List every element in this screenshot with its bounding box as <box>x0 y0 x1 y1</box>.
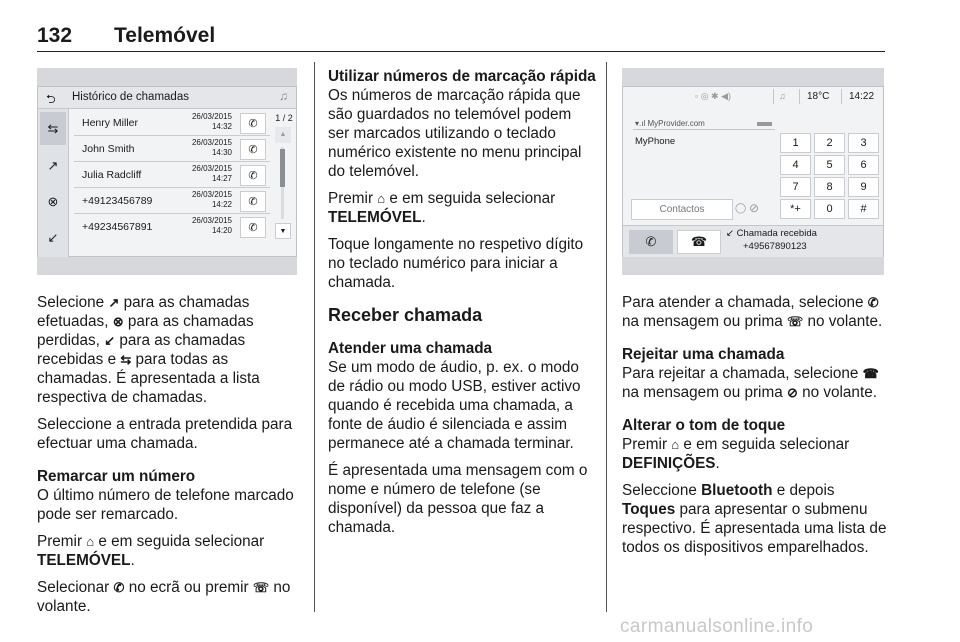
mute-icon[interactable]: ⊘ <box>749 201 760 215</box>
contact-name: +49234567891 <box>82 221 153 233</box>
redial-paragraph: O último número de telefone marcado pode ser remarcado. <box>37 487 294 523</box>
call-button[interactable]: ✆ <box>240 113 266 134</box>
contact-name: Julia Radcliff <box>82 169 142 181</box>
call-history-row[interactable] <box>74 111 270 136</box>
reject-heading: Rejeitar uma chamada <box>622 346 785 363</box>
watermark: carmanualsonline.info <box>620 616 814 637</box>
incoming-calls-icon[interactable]: ↙ <box>47 230 59 245</box>
call-datetime: 26/03/2015 14:20 <box>191 216 232 235</box>
call-history-row[interactable] <box>74 189 270 214</box>
call-history-row[interactable] <box>74 137 270 162</box>
scrollbar[interactable] <box>274 113 292 253</box>
music-icon[interactable]: ♫ <box>779 91 786 101</box>
contact-name: +49123456789 <box>82 195 153 207</box>
keypad-key[interactable]: 3 <box>848 133 879 153</box>
page-title: Telemóvel <box>114 24 216 47</box>
battery-icon <box>757 122 772 126</box>
back-icon[interactable]: ⮌ <box>46 92 56 106</box>
page-indicator: 1 / 2 <box>275 113 293 123</box>
speed-dial-steps-paragraph: Premir ⌂ e em seguida selecionar TELEMÓVEL. <box>328 190 556 226</box>
keypad-key[interactable]: 5 <box>814 155 845 175</box>
answer-call-heading: Atender uma chamada <box>328 340 493 357</box>
status-separator <box>799 89 800 104</box>
temperature: 18°C <box>807 91 830 102</box>
call-datetime: 26/03/2015 14:27 <box>191 164 232 183</box>
call-button[interactable]: ✆ <box>240 139 266 160</box>
call-datetime: 26/03/2015 14:30 <box>191 138 232 157</box>
outgoing-calls-icon[interactable]: ↗ <box>47 158 59 173</box>
keypad-key[interactable]: 7 <box>780 177 811 197</box>
home-icon: ⌂ <box>377 191 386 206</box>
call-datetime: 26/03/2015 14:22 <box>191 190 232 209</box>
incoming-call-number: +49567890123 <box>743 241 807 252</box>
call-button[interactable]: ✆ <box>240 165 266 186</box>
contact-name: Henry Miller <box>82 117 139 129</box>
status-icons: ▫ ◎ ✱ ◀) <box>695 91 732 101</box>
contacts-button[interactable]: Contactos <box>631 199 733 220</box>
column-divider-1 <box>314 62 315 612</box>
redial-heading: Remarcar um número <box>37 468 196 485</box>
outgoing-call-icon: ↗ <box>108 295 120 310</box>
scroll-thumb[interactable] <box>280 149 285 187</box>
divider <box>633 129 775 130</box>
call-history-title: Histórico de chamadas <box>72 91 189 103</box>
all-calls-icon[interactable]: ⇆ <box>40 112 66 145</box>
call-history-screenshot <box>37 68 297 275</box>
keypad-key[interactable]: 8 <box>814 177 845 197</box>
steering-phone-icon: ☏ <box>252 580 270 595</box>
speed-dial-heading: Utilizar números de marcação rápida <box>328 68 596 85</box>
keypad-key[interactable]: *+ <box>780 199 811 219</box>
steering-mute-icon: ⊘ <box>786 385 798 400</box>
call-history-row[interactable] <box>74 163 270 188</box>
missed-calls-icon[interactable]: ⊗ <box>47 194 59 209</box>
status-bar <box>623 87 883 107</box>
keypad-key[interactable]: 4 <box>780 155 811 175</box>
keypad-key[interactable]: 2 <box>814 133 845 153</box>
phone-icon: ✆ <box>867 295 879 310</box>
provider-name: ▾.ıl MyProvider.com <box>635 119 705 128</box>
call-filter-sidebar <box>38 109 69 257</box>
incoming-call-icon: ↙ <box>104 333 116 348</box>
phone-name: MyPhone <box>635 136 676 147</box>
caller-message-paragraph: É apresentada uma mensagem com o nome e número de telefone (se disponível) da pessoa que faz a chamada. <box>328 462 588 536</box>
status-separator <box>773 89 774 104</box>
call-list-paragraph: Selecione ↗ para as chamadas efetuadas, ⊗ para as chamadas perdidas, ↙ para as chamadas recebidas e ⇆ para todas as chamadas. É apresentada a lista respectiva de chamadas. <box>37 294 260 406</box>
ringtone-steps-paragraph: Premir ⌂ e em seguida selecionar DEFINIÇÕES. <box>622 436 850 472</box>
redial-call-paragraph: Selecionar ✆ no ecrã ou premir ☏ no volante. <box>37 579 291 615</box>
incoming-call-label: ↙ Chamada recebida <box>726 228 817 239</box>
answer-call-button[interactable]: ✆ <box>629 230 673 254</box>
hang-up-icon: ☎ <box>862 366 879 381</box>
ringtone-heading: Alterar o tom de toque <box>622 417 786 434</box>
bluetooth-paragraph: Seleccione Bluetooth e depois Toques para apresentar o submenu respectivo. É apresentada uma lista de todos os dispositivos emparelhados. <box>622 482 887 556</box>
keypad-key[interactable]: 1 <box>780 133 811 153</box>
receive-call-heading: Receber chamada <box>328 305 483 325</box>
column-divider-2 <box>606 62 607 612</box>
reject-paragraph: Para rejeitar a chamada, selecione ☎ na mensagem ou prima ⊘ no volante. <box>622 365 879 401</box>
keypad-key[interactable]: 6 <box>848 155 879 175</box>
home-icon: ⌂ <box>86 534 95 549</box>
incoming-call-window <box>622 86 884 257</box>
keypad-key[interactable]: 0 <box>814 199 845 219</box>
scroll-down-icon[interactable]: ▼ <box>275 223 291 239</box>
call-action-bar <box>623 225 883 257</box>
contact-name: John Smith <box>82 143 135 155</box>
call-history-row[interactable] <box>74 215 270 240</box>
steering-phone-icon: ☏ <box>786 314 804 329</box>
voice-icon[interactable]: ◯ <box>735 203 747 214</box>
call-datetime: 26/03/2015 14:32 <box>191 112 232 131</box>
reject-call-button[interactable]: ☎ <box>677 230 721 254</box>
redial-steps-paragraph: Premir ⌂ e em seguida selecionar TELEMÓVEL. <box>37 533 265 569</box>
text-column-1 <box>37 293 299 624</box>
keypad-key[interactable]: 9 <box>848 177 879 197</box>
text-column-3 <box>622 293 887 565</box>
page-number: 132 <box>37 24 73 47</box>
select-entry-paragraph: Seleccione a entrada pretendida para efectuar uma chamada. <box>37 416 293 452</box>
scroll-up-icon[interactable]: ▲ <box>275 127 291 143</box>
missed-call-icon: ⊗ <box>112 314 124 329</box>
incoming-call-screenshot <box>622 68 884 275</box>
phone-icon: ✆ <box>113 580 125 595</box>
home-icon: ⌂ <box>671 437 680 452</box>
call-button[interactable]: ✆ <box>240 217 266 238</box>
audio-mute-paragraph: Se um modo de áudio, p. ex. o modo de rádio ou modo USB, estiver activo quando é recebida uma chamada, a fonte de áudio é silenciada e assim permanece até a chamada terminar. <box>328 359 581 452</box>
text-column-2 <box>328 67 596 545</box>
clock: 14:22 <box>849 91 875 102</box>
page-header <box>37 22 885 52</box>
keypad-key[interactable]: # <box>848 199 879 219</box>
music-icon[interactable]: ♫ <box>279 89 288 103</box>
call-button[interactable]: ✆ <box>240 191 266 212</box>
status-separator <box>841 89 842 104</box>
speed-dial-paragraph: Os números de marcação rápida que são guardados no telemóvel podem ser marcados utilizando o teclado numérico existente no menu principal do telemóvel. <box>328 87 582 180</box>
all-calls-icon: ⇆ <box>120 352 132 367</box>
answer-paragraph: Para atender a chamada, selecione ✆ na mensagem ou prima ☏ no volante. <box>622 294 883 330</box>
speed-dial-press-paragraph: Toque longamente no respetivo dígito no teclado numérico para iniciar a chamada. <box>328 236 584 291</box>
call-history-window <box>37 86 297 257</box>
call-history-title-bar <box>38 87 296 109</box>
